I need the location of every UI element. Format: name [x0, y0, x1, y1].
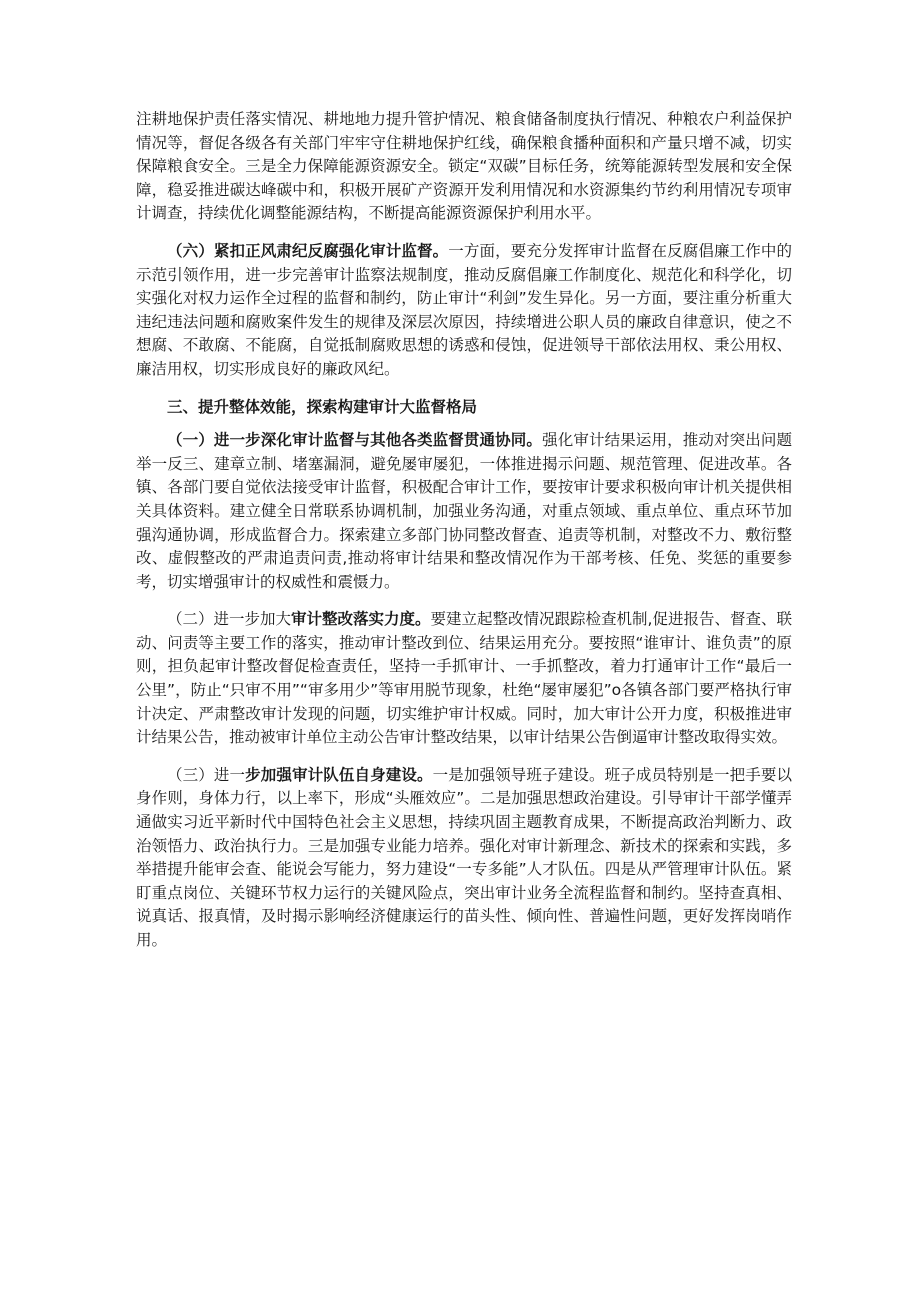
- paragraph-body: 注耕地保护责任落实情况、耕地地力提升管护情况、粮食储备制度执行情况、种粮农户利益保护情况等，督促各级各有关部门牢牢守住耕地保护红线，确保粮食播种面积和产量只增不减，切实保障粮食安全。三是全力保障能源资源安全。锁定“双碳”目标任务，统筹能源转型发展和安全保障，稳妥推进碳达峰碳中和，积极开展矿产资源开发利用情况和水资源集约节约利用情况专项审计调查，持续优化调整能源结构，不断提高能源资源保护利用水平。: [136, 110, 792, 223]
- section-heading-3: 三、提升整体效能，探索构建审计大监督格局: [167, 397, 478, 416]
- paragraph-lead: 审计整改落实力度。: [291, 610, 431, 629]
- paragraph-food-energy-security: [136, 108, 792, 226]
- paragraph-lead: （六）紧扣正风肃纪反腐强化审计监督。: [167, 241, 449, 260]
- paragraph-lead: （一）进一步深化审计监督与其他各类监督贯通协同。: [167, 431, 543, 450]
- paragraph-subsection-2: [136, 608, 792, 750]
- paragraph-lead: 步加强审计队伍自身建设。: [245, 765, 433, 784]
- paragraph-prefix: （二）进一步加大: [167, 610, 292, 629]
- paragraph-prefix: （三）进一: [167, 765, 246, 784]
- paragraph-subsection-1: [136, 429, 792, 594]
- paragraph-body: 一方面，要充分发挥审计监督在反腐倡廉工作中的示范引领作用，进一步完善审计监察法规制度，推动反腐倡廉工作制度化、规范化和科学化，切实强化对权力运作全过程的监督和制约，防止审计“利剑”发生异化。另一方面，要注重分析重大违纪违法问题和腐败案件发生的规律及深层次原因，持续增进公职人员的廉政自律意识，使之不想腐、不敢腐、不能腐，自觉抵制腐败思想的诱惑和侵蚀，促进领导干部依法用权、秉公用权、廉洁用权，切实形成良好的廉政风纪。: [136, 241, 792, 378]
- paragraph-section-6: [136, 240, 792, 382]
- paragraph-body: 要建立起整改情况跟踪检查机制,促进报告、督查、联动、问责等主要工作的落实，推动审计整改到位、结果运用充分。要按照“谁审计、谁负责”的原则，担负起审计整改督促检查责任，坚持一手抓审计、一手抓整改，着力打通审计工作“最后一公里”，防止“只审不用”“审多用少”等审用脱节现象，杜绝“屡审屡犯”o各镇各部门要严格执行审计决定、严肃整改审计发现的问题，切实维护审计权威。同时，加大审计公开力度，积极推进审计结果公告，推动被审计单位主动公告审计整改结果，以审计结果公告倒逼审计整改取得实效。: [136, 610, 792, 747]
- paragraph-subsection-3: [136, 764, 792, 953]
- document-page: [136, 108, 792, 967]
- paragraph-body: 一是加强领导班子建设。班子成员特别是一把手要以身作则，身体力行，以上率下，形成“头雁效应”。二是加强思想政治建设。引导审计干部学懂弄通做实习近平新时代中国特色社会主义思想，持续巩固主题教育成果，不断提高政治判断力、政治领悟力、政治执行力。三是加强专业能力培养。强化对审计新理念、新技术的探索和实践，多举措提升能审会查、能说会写能力，努力建设“一专多能”人才队伍。四是从严管理审计队伍。紧盯重点岗位、关键环节权力运行的关键风险点，突出审计业务全流程监督和制约。坚持查真相、说真话、报真情，及时揭示影响经济健康运行的苗头性、倾向性、普遍性问题，更好发挥岗哨作用。: [136, 765, 792, 949]
- paragraph-body: 强化审计结果运用，推动对突出问题举一反三、建章立制、堵塞漏洞，避免屡审屡犯，一体推进揭示问题、规范管理、促进改革。各镇、各部门要自觉依法接受审计监督，积极配合审计工作，要按审计要求积极向审计机关提供相关具体资料。建立健全日常联系协调机制，加强业务沟通，对重点领域、重点单位、重点环节加强沟通协调，形成监督合力。探索建立多部门协同整改督查、追责等机制，对整改不力、敷衍整改、虚假整改的严肃追责问责,推动将审计结果和整改情况作为干部考核、任免、奖惩的重要参考，切实增强审计的权威性和震慑力。: [136, 431, 792, 591]
